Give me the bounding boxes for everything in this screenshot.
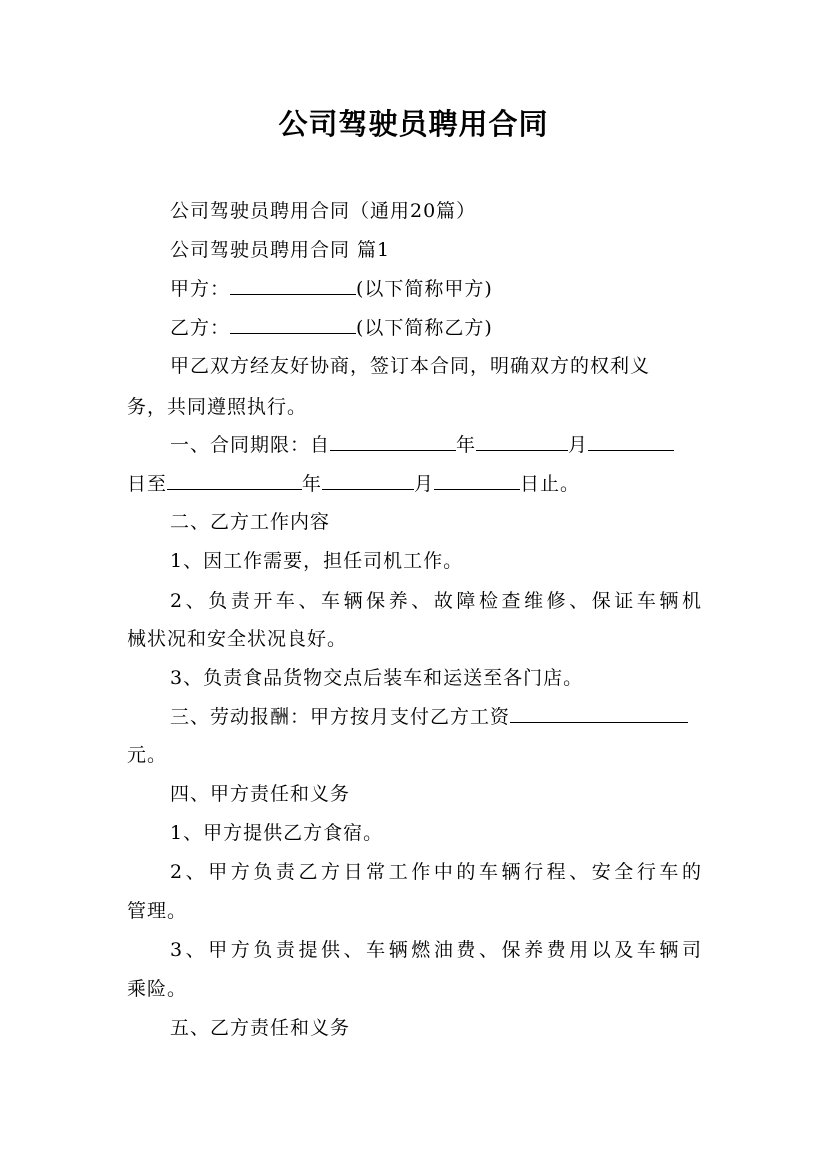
document-subtitle: 公司驾驶员聘用合同（通用20篇）: [170, 200, 477, 222]
paragraph-line: 1、因工作需要，担任司机工作。: [170, 550, 464, 572]
month-label: 月: [414, 473, 435, 495]
party-b-label: 乙方：: [170, 317, 231, 339]
paragraph-line: 3、负责食品货物交点后装车和运送至各门店。: [170, 667, 584, 689]
party-a-note: (以下简称甲方): [356, 278, 493, 300]
paragraph-line: 乘险。: [127, 978, 188, 1000]
end-day-blank: [434, 471, 520, 490]
paragraph-line: 甲乙双方经友好协商，签订本合同，明确双方的权利义: [170, 355, 651, 377]
party-b-line: [170, 314, 493, 342]
party-b-blank: [230, 315, 356, 334]
salary-line: [170, 703, 688, 731]
section-heading: 公司驾驶员聘用合同 篇1: [170, 239, 391, 261]
paragraph-line: 3、甲方负责提供、车辆燃油费、保养费用以及车辆司: [170, 939, 701, 961]
end-label: 日止。: [520, 473, 581, 495]
paragraph-line: 务，共同遵照执行。: [127, 396, 308, 418]
salary-label: 三、劳动报酬：甲方按月支付乙方工资: [170, 706, 511, 728]
salary-blank: [510, 704, 688, 723]
paragraph-line: 1、甲方提供乙方食宿。: [170, 822, 384, 844]
year-label: 年: [302, 473, 323, 495]
start-day-blank: [588, 432, 674, 451]
document-title: 公司驾驶员聘用合同: [278, 107, 549, 141]
party-a-blank: [230, 276, 356, 295]
paragraph-line: 元。: [127, 744, 168, 766]
start-year-blank: [330, 432, 456, 451]
paragraph-line: 管理。: [127, 900, 188, 922]
paragraph-line: 械状况和安全状况良好。: [127, 628, 348, 650]
contract-term-line: [170, 431, 674, 459]
term-label: 一、合同期限：自: [170, 434, 331, 456]
party-a-label: 甲方：: [170, 278, 231, 300]
section-heading: 五、乙方责任和义务: [170, 1017, 351, 1039]
end-month-blank: [322, 471, 414, 490]
until-label: 日至: [127, 473, 168, 495]
section-heading: 二、乙方工作内容: [170, 511, 331, 533]
section-heading: 四、甲方责任和义务: [170, 783, 351, 805]
party-a-line: [170, 275, 493, 303]
start-month-blank: [476, 432, 568, 451]
contract-term-line: [127, 470, 580, 498]
paragraph-line: 2、负责开车、车辆保养、故障检查维修、保证车辆机: [170, 590, 701, 612]
month-label: 月: [568, 434, 589, 456]
paragraph-line: 2、甲方负责乙方日常工作中的车辆行程、安全行车的: [170, 861, 701, 883]
party-b-note: (以下简称乙方): [356, 317, 493, 339]
year-label: 年: [456, 434, 477, 456]
end-year-blank: [167, 471, 302, 490]
